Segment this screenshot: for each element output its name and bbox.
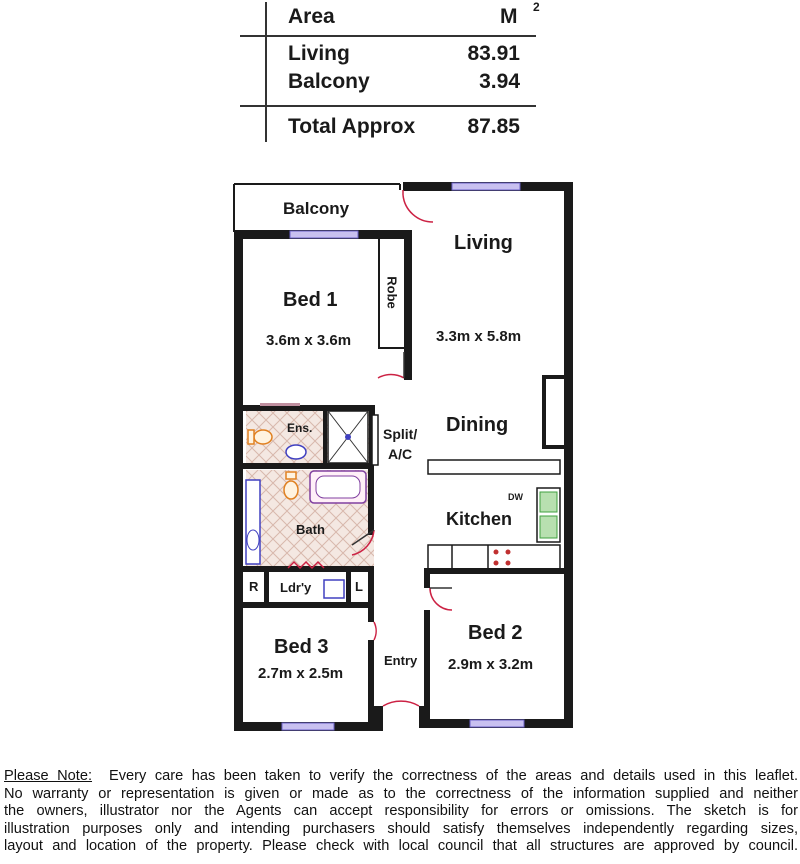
area-total-label: Total Approx [288,115,416,138]
disclaimer-line: the owners, illustrator nor the Agents can accept responsibility for errors or omissions. The sketch is for [4,803,798,819]
room-size-bed1: 3.6m x 3.6m [266,332,352,349]
room-label-balcony: Balcony [283,199,350,218]
area-total-value: 87.85 [467,115,520,138]
kitchen-sink [540,492,557,538]
split-ac-unit [372,415,378,465]
area-row-label: Living [288,42,350,65]
area-row-value: 3.94 [479,70,520,93]
disclaimer-line [4,768,798,786]
area-unit: M [500,5,518,28]
area-header-label: Area [288,5,335,28]
area-unit-superscript: 2 [533,0,540,14]
room-label-bed2: Bed 2 [468,622,523,644]
room-size-living: 3.3m x 5.8m [436,328,522,345]
disclaimer-line: illustration purposes only and intending purchasers should satisfy themselves independently regarding sizes, [4,820,798,837]
disclaimer [4,768,798,856]
disclaimer-heading: Please Note: [4,768,93,784]
room-label-living: Living [454,232,513,254]
room-label-linen-l: L [355,579,363,594]
room-label-ensuite: Ens. [287,421,313,435]
room-label-bath: Bath [296,522,325,537]
cooktop [494,550,511,566]
area-row-value: 83.91 [467,42,520,65]
room-label-kitchen: Kitchen [446,509,513,529]
room-label-bed3: Bed 3 [274,636,329,658]
room-label-split-ac-1: Split/ [383,426,418,442]
room-label-bed1: Bed 1 [283,289,338,311]
room-label-entry: Entry [384,653,418,668]
disclaimer-text: Every care has been taken to verify the correctness of the areas and details used in this leaflet. [109,768,799,784]
disclaimer-line: No warranty or representation is given or made as to the correctness of the information supplied and neither [4,785,798,802]
room-label-linen-r: R [249,579,259,594]
room-label-split-ac-2: A/C [388,446,413,462]
laundry-trough [324,580,344,598]
disclaimer-line: layout and location of the property. Please check with local council that all structures are approved by council. [4,838,798,854]
room-size-bed2: 2.9m x 3.2m [448,656,534,673]
room-size-bed3: 2.7m x 2.5m [258,665,344,682]
room-label-laundry: Ldr'y [280,580,312,595]
room-label-dining: Dining [446,414,509,436]
area-row-label: Balcony [288,70,370,93]
room-label-dw: DW [508,492,523,502]
room-label-robe: Robe [384,276,400,309]
